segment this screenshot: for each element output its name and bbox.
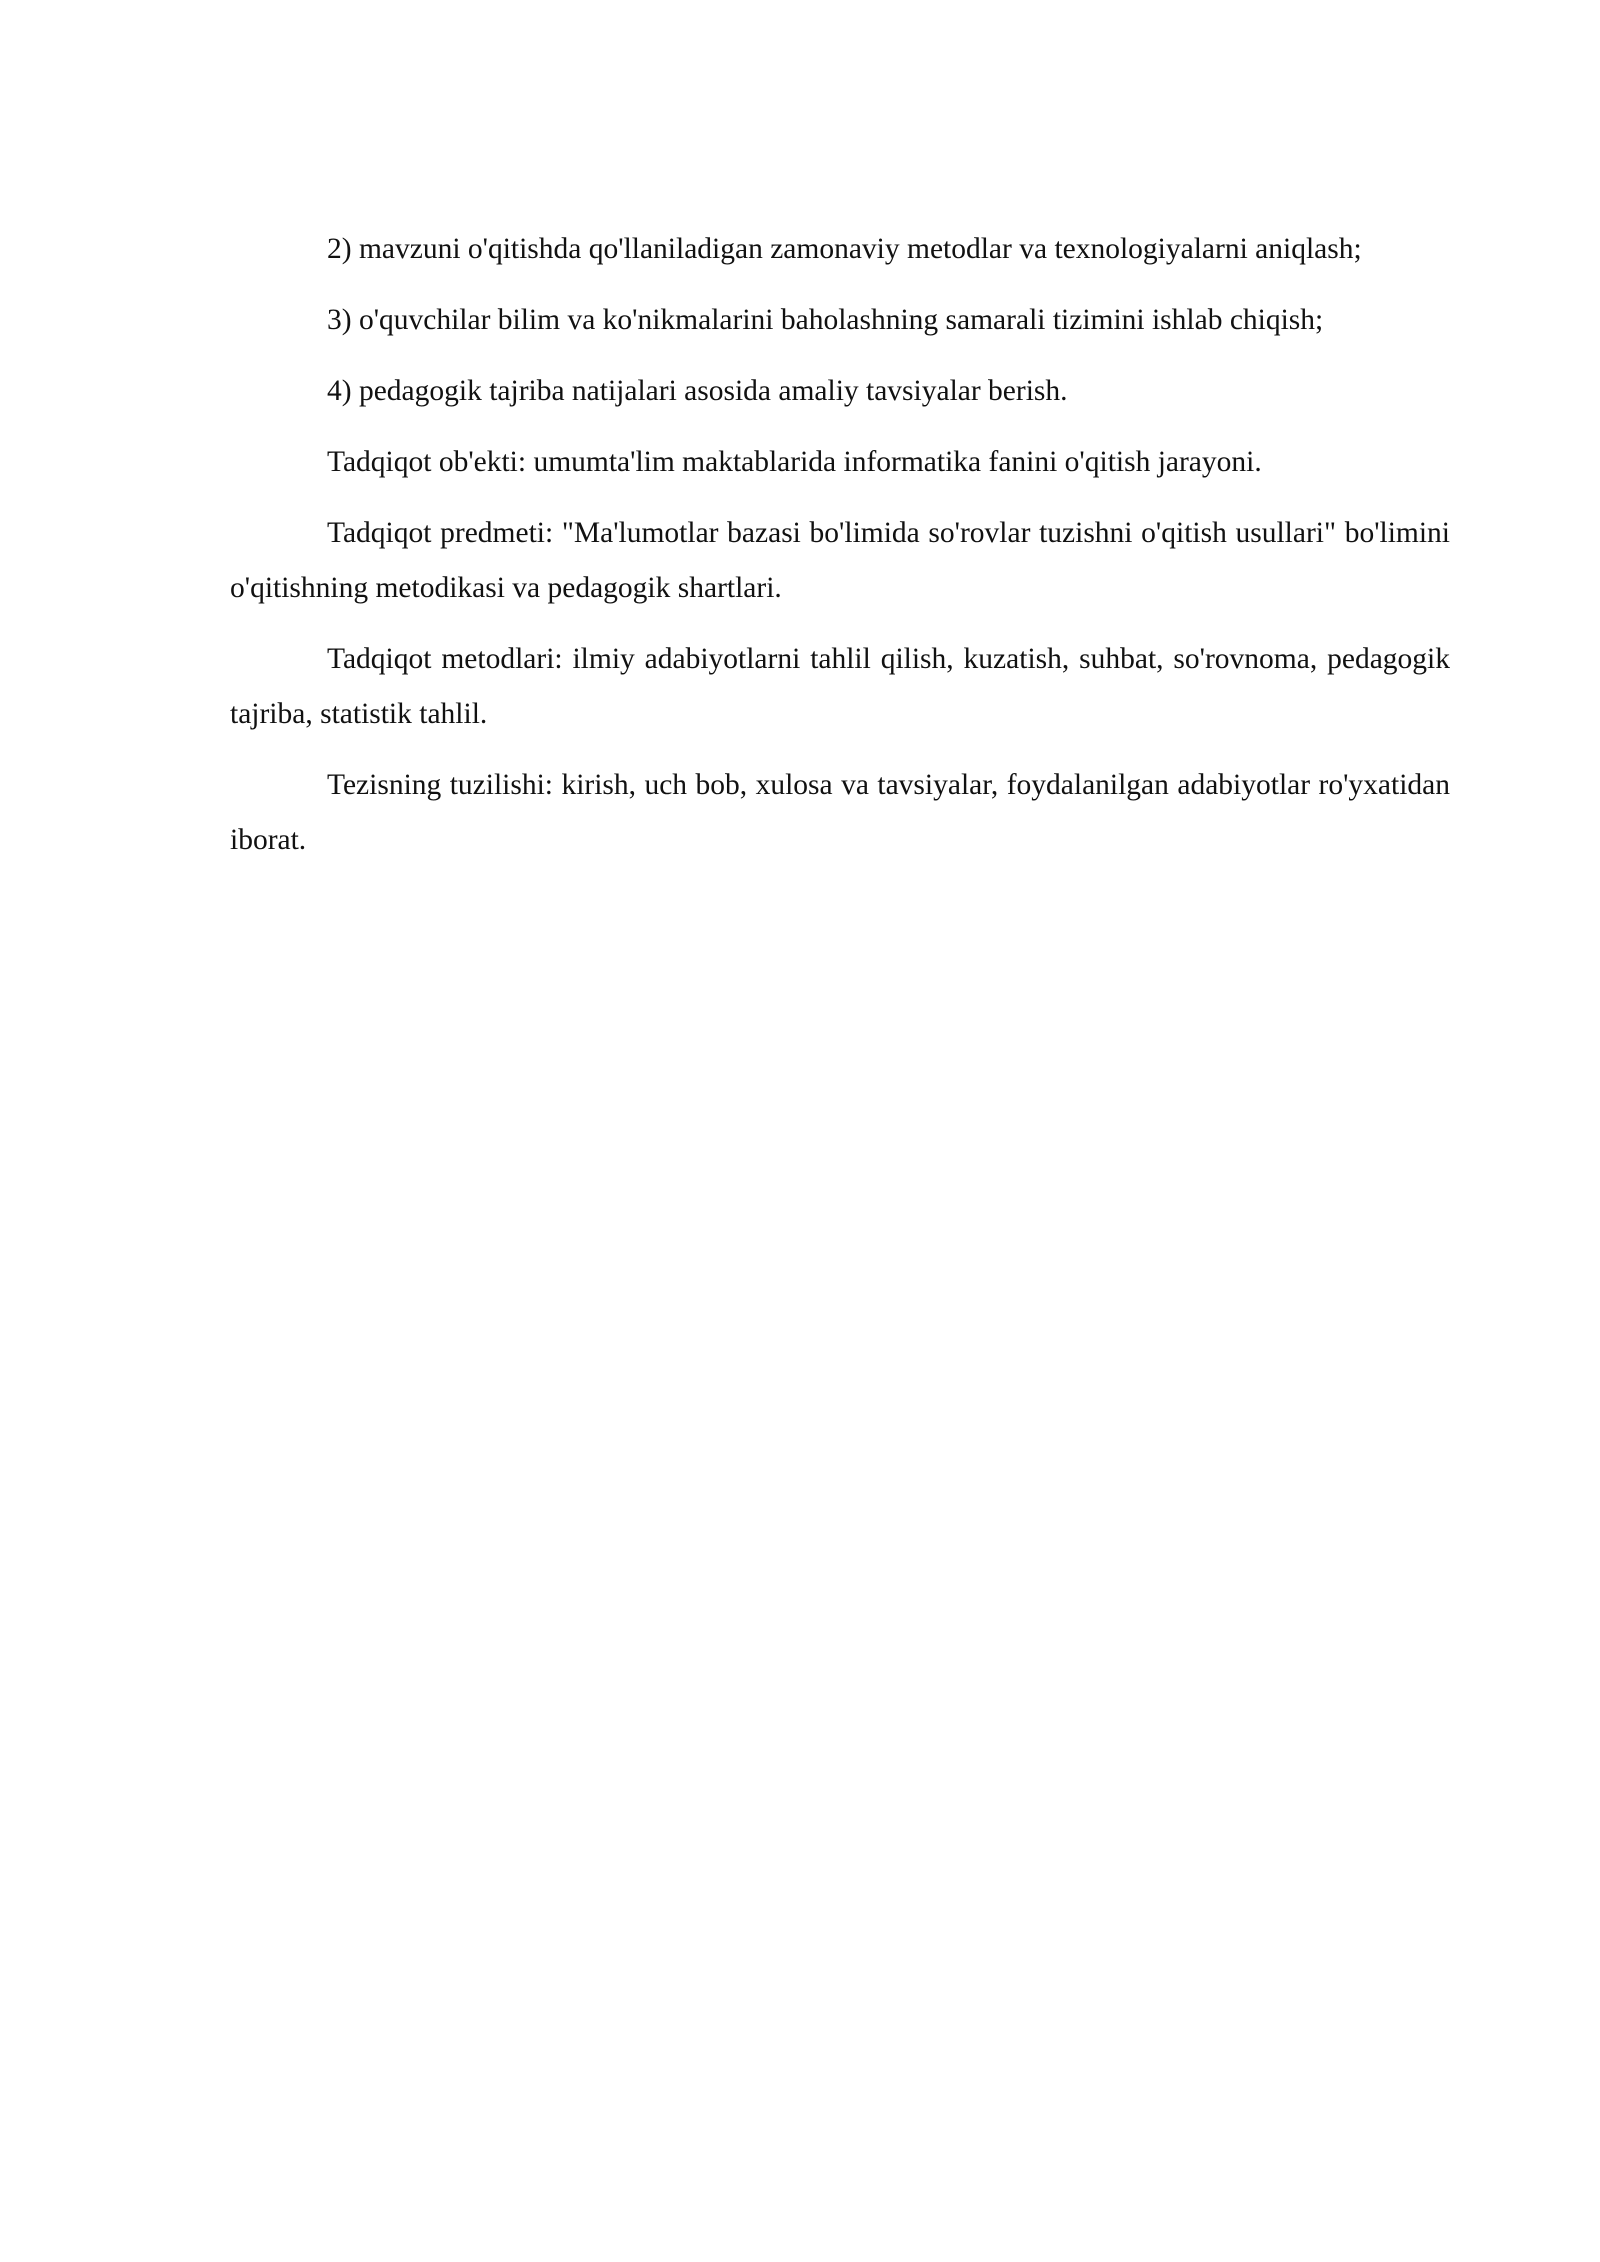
document-body: [230, 222, 1450, 884]
paragraph-task-3: 3) o'quvchilar bilim va ko'nikmalarini baholashning samarali tizimini ishlab chiqish;: [327, 304, 1324, 336]
paragraph-research-methods: Tadqiqot metodlari: ilmiy adabiyotlarni tahlil qilish, kuzatish, suhbat, so'rovnoma, pedagogik tajriba, statistik tahlil.: [230, 643, 1450, 730]
paragraph-task-2: 2) mavzuni o'qitishda qo'llaniladigan zamonaviy metodlar va texnologiyalarni aniqlash;: [327, 233, 1362, 265]
paragraph-task-4: 4) pedagogik tajriba natijalari asosida amaliy tavsiyalar berish.: [327, 375, 1068, 407]
paragraph-research-subject: Tadqiqot predmeti: "Ma'lumotlar bazasi bo'limida so'rovlar tuzishni o'qitish usullari" bo'limini o'qitishning metodikasi va pedagogik shartlari.: [230, 517, 1450, 604]
paragraph-research-object: Tadqiqot ob'ekti: umumta'lim maktablarida informatika fanini o'qitish jarayoni.: [327, 446, 1262, 478]
paragraph-thesis-structure: Tezisning tuzilishi: kirish, uch bob, xulosa va tavsiyalar, foydalanilgan adabiyotlar ro'yxatidan iborat.: [230, 769, 1450, 856]
